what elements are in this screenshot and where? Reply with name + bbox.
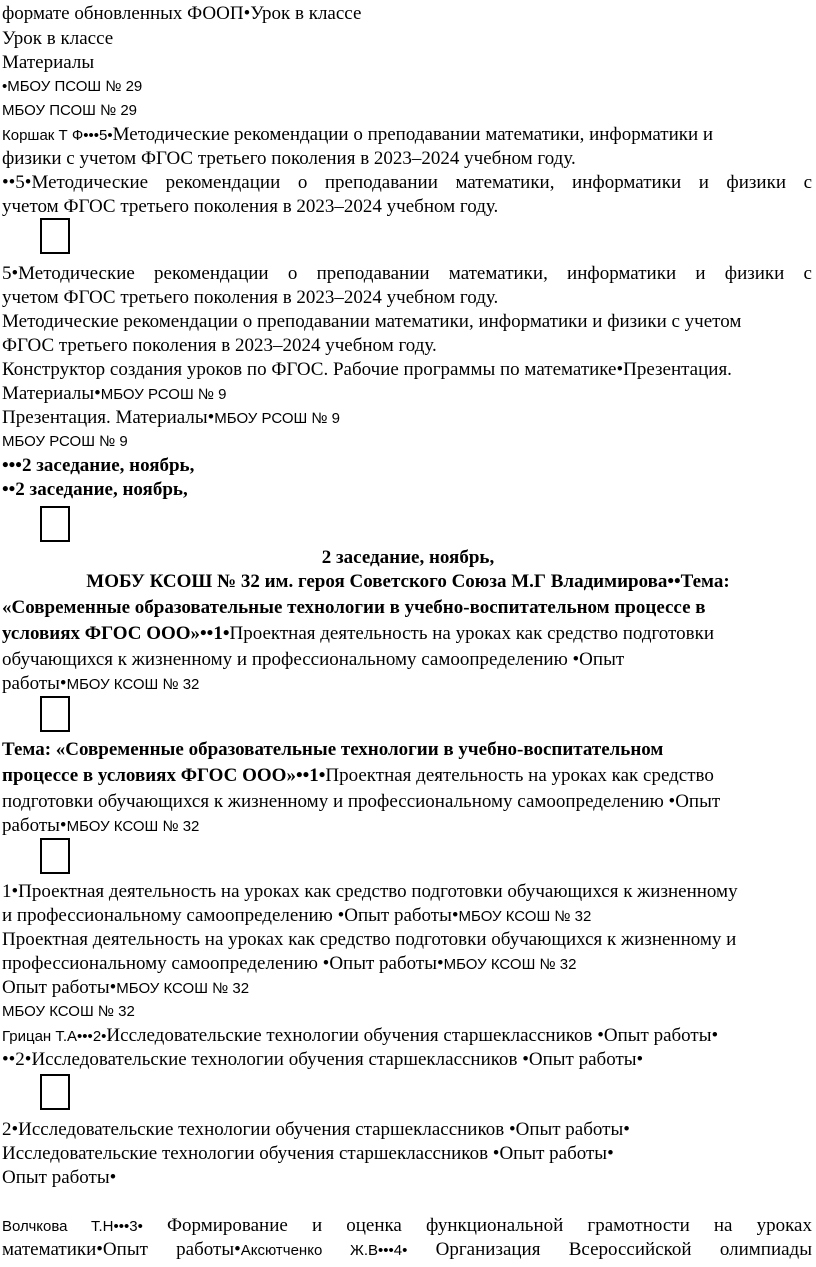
text-line: формате обновленных ФООП•Урок в классе (2, 3, 362, 24)
text-span: Организация Всероссийской олимпиады (435, 1239, 812, 1260)
text-line: 2•Исследовательские технологии обучения старшеклассников •Опыт работы• (2, 1119, 630, 1140)
text-line: Материалы (2, 52, 95, 73)
author-label: Аксютченко Ж.В•••4• (240, 1242, 408, 1259)
text-line: учетом ФГОС третьего поколения в 2023–2024 учебном году. (2, 196, 499, 217)
text-line (2, 672, 812, 697)
school-label: МБОУ КСОШ № 32 (66, 818, 200, 835)
heading-line: ••2 заседание, ноябрь, (2, 479, 188, 500)
text-line (2, 1214, 812, 1239)
school-label: •МБОУ ПСОШ № 29 (2, 78, 143, 95)
text-line (2, 622, 812, 646)
school-label: МБОУ РСОШ № 9 (2, 433, 128, 450)
text-span: Презентация. Материалы• (2, 407, 215, 428)
school-label: МБОУ КСОШ № 32 (443, 956, 577, 973)
text-line: Конструктор создания уроков по ФГОС. Рабочие программы по математике•Презентация. (2, 359, 732, 380)
image-placeholder-box (40, 506, 70, 542)
text-line: ФГОС третьего поколения в 2023–2024 учебном году. (2, 335, 437, 356)
text-line (2, 976, 812, 1001)
heading-line: «Современные образовательные технологии в учебно-воспитательном процессе в (2, 597, 706, 618)
text-line: Исследовательские технологии обучения старшеклассников •Опыт работы• (2, 1143, 614, 1164)
text-span: работы• (2, 815, 67, 836)
text-line: физики с учетом ФГОС третьего поколения в 2023–2024 учебном году. (2, 148, 576, 169)
text-line: Опыт работы• (2, 1167, 117, 1188)
text-line: Проектная деятельность на уроках как средство подготовки обучающихся к жизненному и (2, 929, 737, 950)
school-label: МБОУ РСОШ № 9 (214, 410, 341, 427)
image-placeholder-box (40, 218, 70, 254)
text-line (2, 123, 812, 148)
heading-line: 2 заседание, ноябрь, (321, 547, 495, 568)
text-line: 1•Проектная деятельность на уроках как средство подготовки обучающихся к жизненному (2, 881, 738, 902)
heading-line: МОБУ КСОШ № 32 им. героя Советского Союза М.Г Владимирова••Тема: (86, 571, 730, 592)
image-placeholder-box (40, 1074, 70, 1110)
text-line: обучающихся к жизненному и профессиональному самоопределению •Опыт (2, 649, 625, 670)
text-span: математики•Опыт работы• (2, 1239, 241, 1260)
text-span: Материалы• (2, 383, 101, 404)
text-line (2, 382, 812, 407)
text-line: ••2•Исследовательские технологии обучения старшеклассников •Опыт работы• (2, 1049, 644, 1070)
text-line (2, 904, 812, 929)
text-span: Исследовательские технологии обучения старшеклассников •Опыт работы• (106, 1025, 719, 1046)
school-label: МБОУ КСОШ № 32 (2, 1003, 135, 1020)
heading-span: условиях ФГОС ООО»••1• (2, 623, 230, 644)
image-placeholder-box (40, 696, 70, 732)
text-line (2, 406, 812, 431)
text-line (2, 1238, 812, 1263)
school-label: МБОУ КСОШ № 32 (458, 908, 592, 925)
text-line: подготовки обучающихся к жизненному и профессиональному самоопределению •Опыт (2, 791, 721, 812)
text-line: ••5•Методические рекомендации о преподавании математики, информатики и физики с (2, 172, 812, 193)
text-span: Формирование и оценка функциональной грамотности на уроках (166, 1215, 812, 1236)
text-span: Опыт работы• (2, 977, 117, 998)
heading-line: Тема: «Современные образовательные технологии в учебно-воспитательном (2, 739, 664, 760)
school-label: МБОУ РСОШ № 9 (100, 386, 227, 403)
author-label: Волчкова Т.Н•••3• (2, 1218, 143, 1235)
school-label: МБОУ КСОШ № 32 (66, 676, 200, 693)
author-label: Коршак Т Ф•••5• (2, 127, 113, 144)
text-line: учетом ФГОС третьего поколения в 2023–2024 учебном году. (2, 287, 499, 308)
text-line (2, 764, 812, 788)
text-line (2, 952, 812, 977)
text-span: работы• (2, 673, 67, 694)
text-span: профессиональному самоопределению •Опыт работы• (2, 953, 444, 974)
school-label: МБОУ КСОШ № 32 (116, 980, 250, 997)
author-label: Грицан Т.А•••2• (2, 1028, 107, 1045)
image-placeholder-box (40, 838, 70, 874)
heading-span: процессе в условиях ФГОС ООО»••1• (2, 765, 326, 786)
text-span: и профессиональному самоопределению •Опыт работы• (2, 905, 459, 926)
text-span: Проектная деятельность на уроках как средство подготовки (229, 623, 714, 644)
text-line: Урок в классе (2, 28, 114, 49)
text-line: Методические рекомендации о преподавании математики, информатики и физики с учетом (2, 311, 742, 332)
text-line (2, 814, 812, 839)
heading-line: •••2 заседание, ноябрь, (2, 455, 195, 476)
text-span: Проектная деятельность на уроках как средство (325, 765, 714, 786)
school-label: МБОУ ПСОШ № 29 (2, 102, 138, 119)
text-span: Методические рекомендации о преподавании математики, информатики и (112, 124, 714, 145)
text-line (2, 1024, 812, 1049)
text-line: 5•Методические рекомендации о преподавании математики, информатики и физики с (2, 263, 812, 284)
